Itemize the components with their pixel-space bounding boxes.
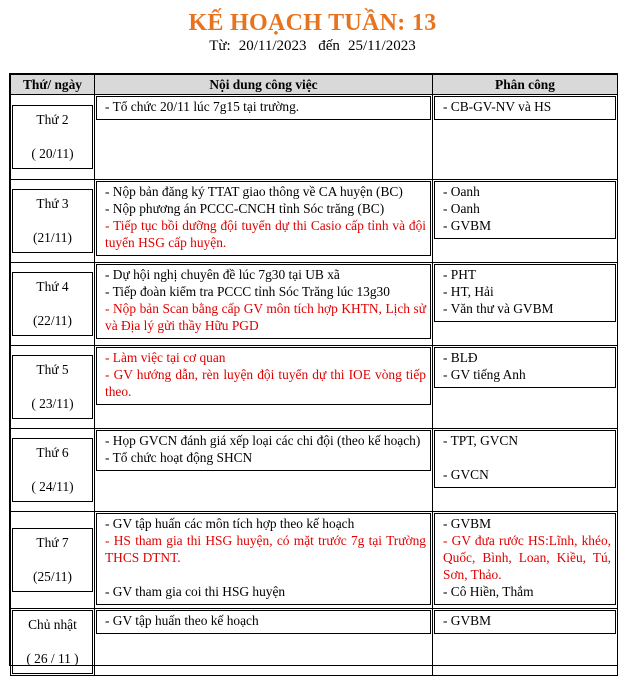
assignee-item: - BLĐ xyxy=(443,350,478,365)
day-date: ( 20/11) xyxy=(31,146,74,161)
day-date: ( 23/11) xyxy=(31,396,74,411)
page-title: KẾ HOẠCH TUẦN: 13 xyxy=(188,10,437,36)
assignee-item: - GV tiếng Anh xyxy=(443,367,526,382)
task-item: - GV tập huấn các môn tích hợp theo kế hoạch xyxy=(105,516,355,531)
week-number: 13 xyxy=(411,10,437,36)
assignment-cell xyxy=(433,609,618,676)
table-row xyxy=(11,429,618,512)
day-date: (25/11) xyxy=(33,569,72,584)
task-item: - Tổ chức hoạt động SHCN xyxy=(105,450,253,465)
content-cell xyxy=(95,180,433,263)
to-date: 25/11/2023 xyxy=(347,38,416,54)
table-header-row xyxy=(11,75,618,95)
assignee-item xyxy=(443,449,611,466)
content-cell xyxy=(95,512,433,609)
task-item: - Tổ chức 20/11 lúc 7g15 tại trường. xyxy=(105,99,300,114)
assignment-cell xyxy=(433,180,618,263)
task-item: - HS tham gia thi HSG huyện, có mặt trước 7g tại Trường THCS DTNT. xyxy=(105,533,426,565)
task-item: - Họp GVCN đánh giá xếp loại các chi đội (theo kế hoạch) xyxy=(105,433,421,448)
content-cell xyxy=(95,346,433,429)
assignment-cell xyxy=(433,263,618,346)
table-row xyxy=(11,95,618,180)
table-row xyxy=(11,180,618,263)
task-item: - Nộp bản đăng ký TTAT giao thông về CA huyện (BC) xyxy=(105,184,403,199)
task-item: - GV tập huấn theo kế hoạch xyxy=(105,613,259,628)
assignment-cell xyxy=(433,429,618,512)
task-item: - Nộp bản Scan bằng cấp GV môn tích hợp KHTN, Lịch sử và Địa lý gửi thầy Hữu PGD xyxy=(105,301,426,333)
header-content: Nội dung công việc xyxy=(95,75,433,95)
task-item: - Tiếp đoàn kiểm tra PCCC tỉnh Sóc Trăng lúc 13g30 xyxy=(105,284,390,299)
assignment-cell xyxy=(433,512,618,609)
assignee-item: - Oanh xyxy=(443,201,480,216)
content-cell xyxy=(95,263,433,346)
day-name: Thứ 7 xyxy=(36,535,69,550)
day-name: Thứ 3 xyxy=(36,196,69,211)
weekly-plan-table xyxy=(10,74,618,676)
assignee-item: - Cô Hiền, Thắm xyxy=(443,584,534,599)
task-item: - Làm việc tại cơ quan xyxy=(105,350,226,365)
table-row xyxy=(11,346,618,429)
assignee-item: - GVBM xyxy=(443,613,491,628)
day-name: Chủ nhật xyxy=(28,617,77,632)
content-cell xyxy=(95,429,433,512)
task-item: - Tiếp tục bồi dưỡng đội tuyển dự thi Casio cấp tỉnh và đội tuyển HSG cấp huyện. xyxy=(105,218,426,250)
table-row xyxy=(11,609,618,676)
day-date: (22/11) xyxy=(33,313,72,328)
task-item: - Dự hội nghị chuyên đề lúc 7g30 tại UB xã xyxy=(105,267,340,282)
task-item: - GV hướng dẫn, rèn luyện đội tuyển dự thi IOE vòng tiếp theo. xyxy=(105,367,426,399)
table-row xyxy=(11,512,618,609)
day-name: Thứ 5 xyxy=(36,362,69,377)
day-cell xyxy=(11,429,95,512)
assignment-cell xyxy=(433,95,618,180)
assignee-item: - GV đưa rước HS:Lĩnh, khéo, Quốc, Bình, Loan, Kiều, Tú, Sơn, Thảo. xyxy=(443,533,611,582)
task-item: - GV tham gia coi thi HSG huyện xyxy=(105,584,286,599)
assignee-item: - GVBM xyxy=(443,516,491,531)
assignee-item: - Văn thư và GVBM xyxy=(443,301,554,316)
day-cell xyxy=(11,263,95,346)
day-date: (21/11) xyxy=(33,230,72,245)
header-assignment: Phân công xyxy=(433,75,618,95)
assignee-item: - TPT, GVCN xyxy=(443,433,519,448)
assignee-item: - GVCN xyxy=(443,467,489,482)
table-row xyxy=(11,263,618,346)
assignee-item: - CB-GV-NV và HS xyxy=(443,99,552,114)
day-cell xyxy=(11,180,95,263)
assignee-item: - PHT xyxy=(443,267,477,282)
assignee-item: - Oanh xyxy=(443,184,480,199)
assignment-cell xyxy=(433,346,618,429)
day-name: Thứ 4 xyxy=(36,279,69,294)
day-name: Thứ 6 xyxy=(36,445,69,460)
header-day: Thứ/ ngày xyxy=(11,75,95,95)
date-range: Từ: 20/11/2023 đến 25/11/2023 xyxy=(209,38,416,54)
from-date: 20/11/2023 xyxy=(238,38,307,54)
content-cell xyxy=(95,609,433,676)
day-cell xyxy=(11,609,95,676)
assignee-item: - HT, Hải xyxy=(443,284,494,299)
task-item: - Nộp phương án PCCC-CNCH tỉnh Sóc trăng (BC) xyxy=(105,201,385,216)
day-date: ( 26 / 11 ) xyxy=(26,651,79,666)
day-date: ( 24/11) xyxy=(31,479,74,494)
day-cell xyxy=(11,95,95,180)
task-item xyxy=(105,566,426,583)
day-cell xyxy=(11,512,95,609)
assignee-item: - GVBM xyxy=(443,218,491,233)
content-cell xyxy=(95,95,433,180)
day-name: Thứ 2 xyxy=(36,112,69,127)
day-cell xyxy=(11,346,95,429)
